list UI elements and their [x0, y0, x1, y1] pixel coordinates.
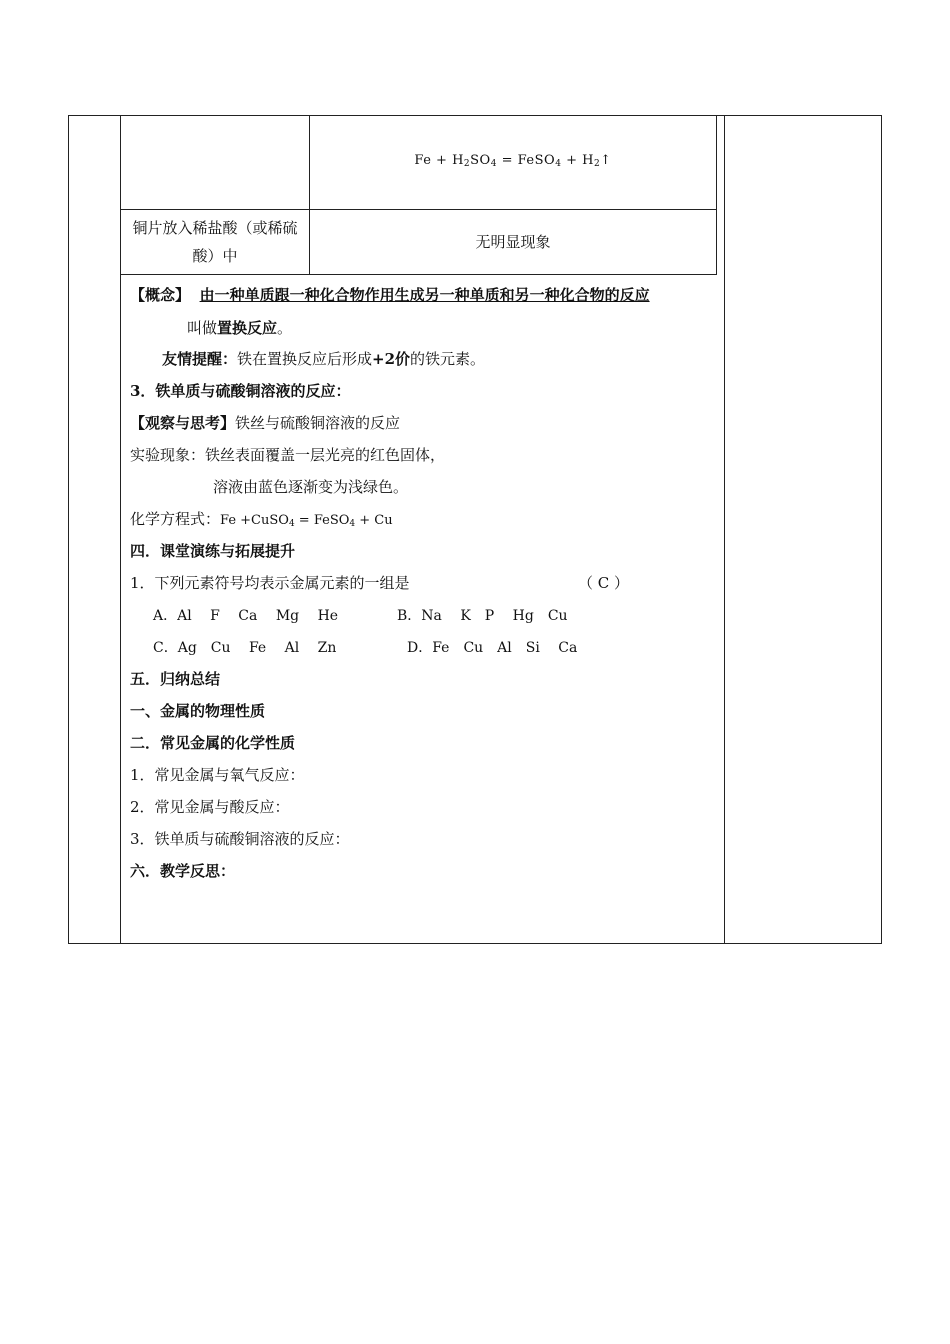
question-1-stem: 1．下列元素符号均表示金属元素的一组是 — [130, 574, 410, 592]
iron-sulfuric-acid-equation: $Fe + H_2SO_4$ = FeSO$_4$ + $H_2↑$ — [414, 153, 612, 169]
summary-item-acid: 2．常见金属与酸反应： — [130, 798, 290, 816]
section-5-title: 五．归纳总结 — [130, 670, 221, 688]
right-column-divider — [724, 116, 725, 943]
option-c: C．Ag Cu Fe Al Zn — [153, 640, 337, 656]
section-6-title: 六．教学反思： — [130, 862, 236, 880]
option-a: A．Al F Ca Mg He — [153, 608, 339, 624]
section-3-title: 3．铁单质与硫酸铜溶液的反应： — [130, 382, 351, 400]
summary-item-copper-sulfate: 3．铁单质与硫酸铜溶液的反应： — [130, 830, 350, 848]
option-d: D．Fe Cu Al Si Ca — [407, 640, 578, 656]
chemical-equation: 化学方程式：Fe +CuSO$_4$ = FeSO$_4$ + Cu — [130, 510, 393, 529]
option-b: B．Na K P Hg Cu — [397, 608, 568, 624]
section-4-title: 四．课堂演练与拓展提升 — [130, 542, 296, 560]
summary-item-oxygen: 1．常见金属与氧气反应： — [130, 766, 305, 784]
reaction-label-cell-empty — [120, 115, 310, 210]
concept-continuation: 叫做置换反应。 — [187, 319, 293, 337]
friendly-tip: 友情提醒：铁在置换反应后形成+2价的铁元素。 — [162, 350, 486, 368]
copper-experiment-label: 铜片放入稀盐酸（或稀硫酸）中 — [120, 209, 310, 275]
gas-arrow-icon: ↑ — [600, 153, 612, 168]
observe-think: 【观察与思考】铁丝与硫酸铜溶液的反应 — [130, 414, 401, 432]
phenomenon-line-2: 溶液由蓝色逐渐变为浅绿色。 — [213, 478, 409, 496]
concept-line: 【概念】 由一种单质跟一种化合物作用生成另一种单质和另一种化合物的反应 — [130, 286, 650, 304]
reaction-equation-cell — [309, 115, 717, 210]
concept-definition: 由一种单质跟一种化合物作用生成另一种单质和另一种化合物的反应 — [199, 286, 650, 304]
reaction-table — [120, 115, 717, 275]
copper-experiment-result: 无明显现象 — [309, 209, 717, 275]
summary-chemical-properties: 二．常见金属的化学性质 — [130, 734, 296, 752]
term-displacement-reaction: 置换反应 — [217, 319, 278, 337]
question-1-answer: （ C ） — [578, 574, 630, 592]
summary-physical-properties: 一、金属的物理性质 — [130, 702, 266, 720]
phenomenon-line-1: 实验现象：铁丝表面覆盖一层光亮的红色固体， — [130, 446, 446, 464]
